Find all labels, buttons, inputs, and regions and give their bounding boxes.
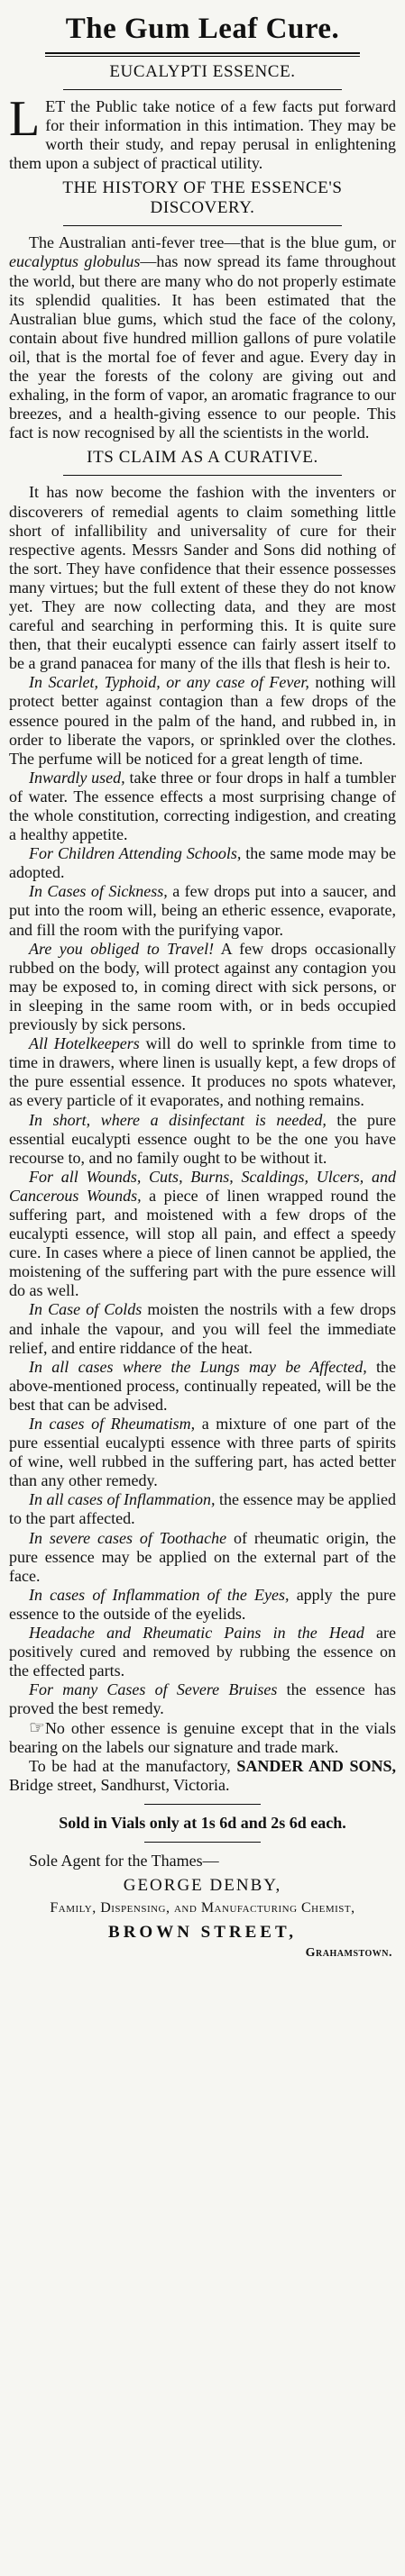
use-text: take three or four drops in half a tumbler of water. The essence effects a most surprising change of the whole constitution, correcting indigestion, and creating a healthy appetite. xyxy=(9,768,396,844)
use-paragraph xyxy=(9,1168,396,1301)
use-text: apply the pure essence to the outside of the eyelids. xyxy=(9,1585,397,1623)
price-line: Sold in Vials only at 1s 6d and 2s 6d each. xyxy=(59,1813,346,1832)
use-paragraph xyxy=(9,1529,396,1586)
use-paragraph xyxy=(9,769,396,844)
use-text: moisten the nostrils with a few drops and inhale the vapour, and you will feel the immediate relief, and entire riddance of the heat. xyxy=(9,1300,396,1357)
use-text: a piece of linen wrapped round the suffering part, and moistened with a few drops of the eucalypti essence, will stop all pain, and effect a speedy cure. In cases where a piece of linen cannot be applied, the moistening of the suffering part with the pure essence will do as well. xyxy=(9,1186,396,1300)
use-lead: In cases of Rheumatism, xyxy=(29,1415,196,1433)
agent-street: BROWN STREET, xyxy=(108,1922,297,1942)
use-lead: In all cases of Inflammation, xyxy=(29,1490,216,1509)
use-lead: Are you obliged to Travel! xyxy=(29,939,215,958)
subtitle-rule xyxy=(63,89,342,90)
agent-town: Grahamstown. xyxy=(305,1945,392,1960)
divider xyxy=(144,1804,261,1805)
agent-name: GEORGE DENBY, xyxy=(123,1875,282,1895)
use-text: the pure essential eucalypti essence ought to be the one you have recourse to, and no family ought to be without it. xyxy=(9,1110,396,1167)
history-text-b: —has now spread its fame throughout the world, but there are many who do not properly estimate its splendid qualities. It has been estimated that the Australian blue gums, which stud the face of the colony, contain about five hundred million gallons of pure volatile oil, that is the mortal foe of fever and ague. Every day in the year the forests of the colony are giving out and exhaling, in the form of vapor, an aromatic fragrance to our breezes, and a health-giving essence to our people. This fact is now recognised by all the scientists in the world. xyxy=(9,252,396,442)
ad-subtitle: EUCALYPTI ESSENCE. xyxy=(109,62,296,81)
use-lead: Inwardly used, xyxy=(29,768,125,787)
history-text-em: eucalyptus globulus xyxy=(9,252,141,271)
history-paragraph xyxy=(9,233,396,442)
use-text: of rheumatic origin, the pure essence may be applied on the external part of the face. xyxy=(9,1528,396,1585)
use-lead: Headache and Rheumatic Pains in the Head xyxy=(29,1624,364,1643)
agent-line: Sole Agent for the Thames— xyxy=(29,1851,219,1870)
use-lead: All Hotelkeepers xyxy=(29,1034,140,1053)
use-paragraph xyxy=(9,1034,396,1110)
title-rule xyxy=(45,52,360,57)
use-lead: In Cases of Sickness, xyxy=(29,882,168,901)
manufactory-paragraph xyxy=(9,1757,396,1795)
use-lead: For Children Attending Schools, xyxy=(29,844,242,863)
claim-heading: ITS CLAIM AS A CURATIVE. xyxy=(87,448,318,468)
use-text: the essence has proved the best remedy. xyxy=(9,1680,396,1718)
pointing-hand-icon: ☞ xyxy=(29,1717,45,1738)
use-paragraph xyxy=(9,1358,396,1415)
use-paragraph xyxy=(9,1586,396,1624)
history-heading: THE HISTORY OF THE ESSENCE'S DISCOVERY. xyxy=(62,178,343,218)
use-paragraph xyxy=(9,1415,396,1490)
ad-title: The Gum Leaf Cure. xyxy=(65,13,340,45)
use-lead: In cases of Inflammation of the Eyes, xyxy=(29,1585,290,1604)
use-paragraph xyxy=(9,1490,396,1528)
genuine-notice xyxy=(9,1719,396,1757)
use-text: are positively cured and removed by rubbing the essence on the effected parts. xyxy=(9,1624,396,1680)
use-paragraph xyxy=(9,882,396,939)
drop-cap: L xyxy=(9,91,41,147)
use-lead: In severe cases of Toothache xyxy=(29,1528,227,1547)
use-lead: In Scarlet, Typhoid, or any case of Fever, xyxy=(29,673,309,692)
manufactory-text-b: Bridge street, Sandhurst, Victoria. xyxy=(9,1775,230,1794)
use-text: A few drops occasionally rubbed on the body, will protect against any contagion you may be exposed to, in coming direct with sick persons, or in sleeping in the same room with, or in beds occupied previously by sick persons. xyxy=(9,939,396,1034)
history-text-a: The Australian anti-fever tree—that is the blue gum, or xyxy=(29,233,396,252)
use-text: the above-mentioned process, continually repeated, will be the best that can be advised. xyxy=(9,1357,396,1414)
use-lead: In all cases where the Lungs may be Affected, xyxy=(29,1357,367,1376)
use-text: the essence may be applied to the part affected. xyxy=(9,1490,397,1528)
use-text: the same mode may be adopted. xyxy=(9,844,396,882)
claim-paragraph: It has now become the fashion with the inventers or discoverers of remedial agents to claim something little short of infallibility and universality of cure for their respective agents. Messrs Sander and Sons did nothing of the sort. They have confidence that their essence possesses many virtues; but the full extent of these they do not know yet. They are now collecting data, and they are most careful and searching in performing this. It is quite sure then, that their eucalypti essence can fairly assert itself to be a grand panacea for many of the ills that flesh is heir to. xyxy=(9,483,396,673)
use-paragraph xyxy=(9,1624,396,1680)
intro-text: ET the Public take notice of a few facts put forward for their information in this intimation. They may be worth their study, and repay perusal in enlightening them upon a subject of practical utility. xyxy=(9,97,396,173)
use-text: a mixture of one part of the pure essential eucalypti essence with three parts of spirits of wine, well rubbed in the suffering part, has acted better than any other remedy. xyxy=(9,1415,396,1490)
history-rule xyxy=(63,225,342,226)
manufactory-text-a: To be had at the manufactory, xyxy=(29,1756,237,1775)
divider xyxy=(144,1842,261,1843)
use-paragraph xyxy=(9,673,396,768)
use-text: nothing will protect better against contagion than a few drops of the essence poured in the palm of the hand, and rubbed in, in order to liberate the vapors, or sprinkled over the clothes. The perfume will be noticed for a great length of time. xyxy=(9,673,396,768)
use-paragraph xyxy=(9,1111,396,1168)
agent-description: Family, Dispensing, and Manufacturing Chemist, xyxy=(50,1899,355,1916)
use-lead: For many Cases of Severe Bruises xyxy=(29,1680,278,1699)
use-paragraph xyxy=(9,1680,396,1718)
claim-rule xyxy=(63,475,342,476)
intro-paragraph xyxy=(9,91,396,173)
use-lead: In Case of Colds xyxy=(29,1300,143,1319)
use-lead: For all Wounds, Cuts, Burns, Scaldings, Ulcers, and Cancerous Wounds, xyxy=(9,1167,396,1205)
use-paragraph xyxy=(9,940,396,1034)
use-text: a few drops put into a saucer, and put into the room will, being an etheric essence, evaporate, and fill the room with the purifying vapor. xyxy=(9,882,396,939)
use-paragraph xyxy=(9,844,396,882)
use-text: will do well to sprinkle from time to time in drawers, where linen is usually kept, a few drops of the pure essential essence. It produces no spots whatever, as every particle of it evaporates, and nothing remains. xyxy=(9,1034,396,1110)
use-lead: In short, where a disinfectant is needed, xyxy=(29,1110,327,1129)
manufacturer-name: SANDER AND SONS, xyxy=(236,1756,396,1775)
use-paragraph xyxy=(9,1300,396,1357)
notice-text: No other essence is genuine except that in the vials bearing on the labels our signature and trade mark. xyxy=(9,1718,396,1756)
